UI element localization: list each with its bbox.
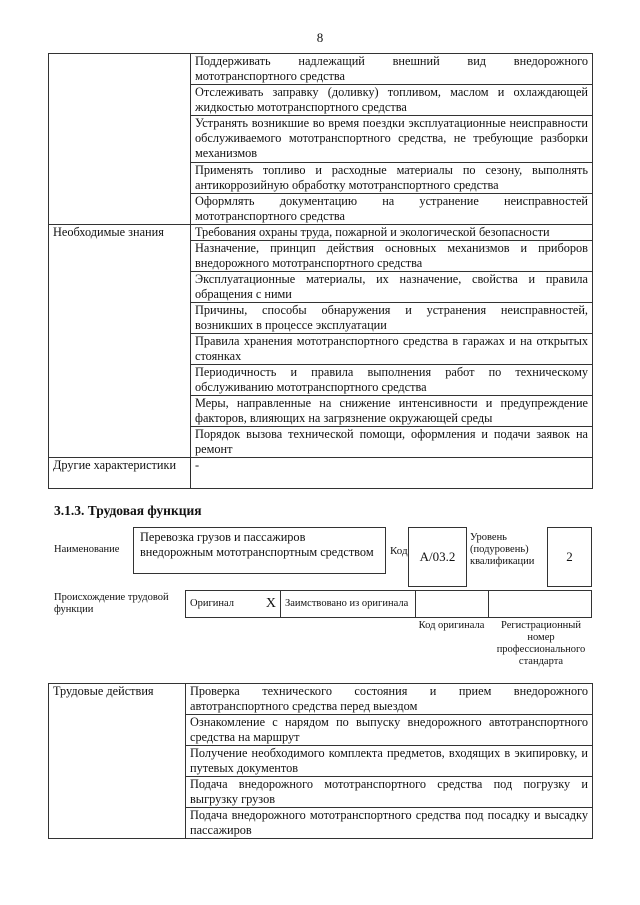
table-cell: Назначение, принцип действия основных механизмов и приборов внедорожного мототранспортного средства bbox=[191, 241, 593, 272]
level-label: Уровень (подуровень) квалификации bbox=[470, 532, 535, 567]
original-mark: X bbox=[265, 596, 276, 611]
table-cell: Устранять возникшие во время поездки эксплуатационные неисправности обслуживаемого мототранспортного средства, не требующие разборки механизмов bbox=[191, 116, 593, 163]
table-cell: Требования охраны труда, пожарной и экологической безопасности bbox=[191, 225, 593, 241]
code-value: A/03.2 bbox=[408, 527, 467, 587]
labor-actions-label: Трудовые действия bbox=[49, 684, 186, 839]
level-value: 2 bbox=[547, 527, 592, 587]
table-cell: Поддерживать надлежащий внешний вид внедорожного мототранспортного средства bbox=[191, 54, 593, 85]
name-value: Перевозка грузов и пассажиров внедорожным мототранспортным средством bbox=[133, 527, 386, 574]
table-cell: Правила хранения мототранспортного средства в гаражах и на открытых стоянках bbox=[191, 334, 593, 365]
name-label: Наименование bbox=[54, 544, 120, 555]
table-cell: Подача внедорожного мототранспортного средства под погрузку и выгрузку грузов bbox=[186, 777, 593, 808]
table-cell: Порядок вызова технической помощи, оформления и подачи заявок на ремонт bbox=[191, 427, 593, 458]
origin-table bbox=[185, 590, 592, 618]
reg-number-cell bbox=[489, 591, 591, 617]
table-cell: Периодичность и правила выполнения работ по техническому обслуживанию мототранспортного средства bbox=[191, 365, 593, 396]
table-row bbox=[49, 54, 593, 85]
table-cell: - bbox=[191, 458, 593, 489]
table-cell-empty bbox=[49, 54, 191, 225]
reg-number-caption: Регистрационный номер профессионального стандарта bbox=[496, 620, 586, 667]
original-code-caption: Код оригинала bbox=[418, 620, 485, 631]
table-cell: Меры, направленные на снижение интенсивности и предупреждение факторов, влияющих на загрязнение окружающей среды bbox=[191, 396, 593, 427]
table-cell: Оформлять документацию на устранение неисправностей мототранспортного средства bbox=[191, 194, 593, 225]
knowledge-label: Необходимые знания bbox=[49, 225, 191, 458]
table-cell: Отслеживать заправку (доливку) топливом, маслом и охлаждающей жидкостью мототранспортного средства bbox=[191, 85, 593, 116]
original-label: Оригинал bbox=[190, 598, 234, 609]
table-cell: Подача внедорожного мототранспортного средства под посадку и высадку пассажиров bbox=[186, 808, 593, 839]
table-cell: Эксплуатационные материалы, их назначение, свойства и правила обращения с ними bbox=[191, 272, 593, 303]
original-cell bbox=[186, 591, 281, 617]
section-title: 3.1.3. Трудовая функция bbox=[54, 503, 202, 518]
table-row bbox=[49, 458, 593, 489]
table-cell: Ознакомление с нарядом по выпуску внедорожного автотранспортного средства на маршрут bbox=[186, 715, 593, 746]
table-row bbox=[49, 684, 593, 715]
table-cell: Причины, способы обнаружения и устранения неисправностей, возникших в процессе эксплуатации bbox=[191, 303, 593, 334]
table-row bbox=[49, 225, 593, 241]
borrowed-label: Заимствовано из оригинала bbox=[281, 591, 416, 617]
page-number: 8 bbox=[316, 30, 324, 45]
other-label: Другие характеристики bbox=[49, 458, 191, 489]
original-code-cell bbox=[416, 591, 489, 617]
table-cell: Проверка технического состояния и прием внедорожного автотранспортного средства перед выездом bbox=[186, 684, 593, 715]
table-cell: Применять топливо и расходные материалы по сезону, выполнять антикоррозийную обработку мототранспортного средства bbox=[191, 163, 593, 194]
code-label: Код bbox=[390, 545, 408, 557]
origin-label: Происхождение трудовой функции bbox=[54, 592, 169, 615]
labor-actions-table bbox=[48, 683, 593, 839]
skills-knowledge-table bbox=[48, 53, 593, 489]
table-cell: Получение необходимого комплекта предметов, входящих в экипировку, и путевых документов bbox=[186, 746, 593, 777]
